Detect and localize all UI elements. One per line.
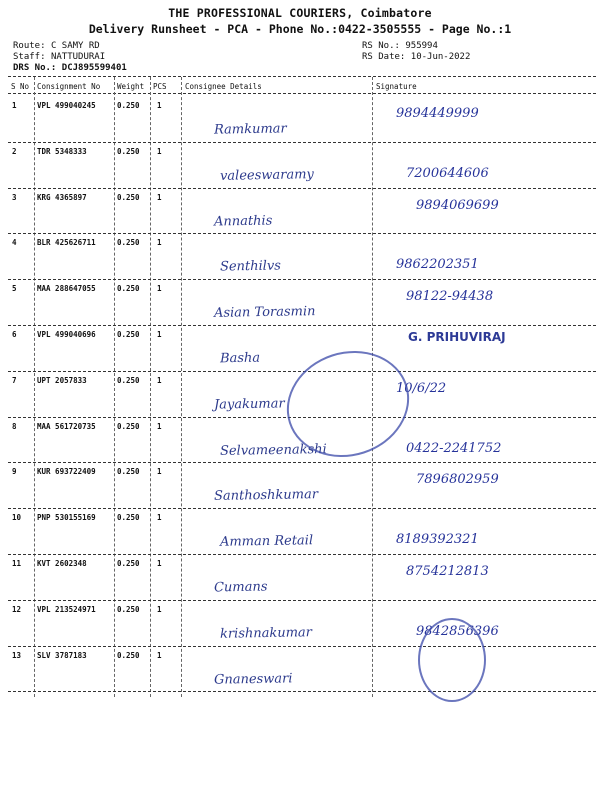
- row-consignment: BLR 425626711: [37, 238, 96, 248]
- row-signature: 98122-94438: [406, 289, 494, 305]
- row-weight: 0.250: [117, 101, 140, 110]
- row-signature: 8754212813: [406, 564, 489, 579]
- row-consignment: TDR 5348333: [37, 146, 87, 156]
- rs-date-value: 10-Jun-2022: [410, 52, 471, 62]
- row-pcs: 1: [157, 330, 162, 339]
- row-consignment: UPT 2057833: [37, 375, 87, 385]
- row-weight: 0.250: [117, 513, 140, 523]
- row-weight: 0.250: [117, 192, 140, 202]
- row-consignment: KUR 693722409: [37, 467, 96, 477]
- header-weight: Weight: [117, 82, 145, 91]
- row-consignment: KRG 4365897: [37, 192, 87, 202]
- row-sno: 5: [12, 284, 17, 294]
- row-signature: 0422-2241752: [406, 440, 502, 456]
- row-divider: [8, 554, 596, 555]
- row-consignee: Gnaneswari: [213, 670, 293, 688]
- row-signature: 8189392321: [396, 532, 479, 548]
- row-signature: 7200644606: [406, 165, 489, 181]
- rs-no-label: RS No.:: [362, 41, 400, 51]
- col-divider: [34, 77, 35, 697]
- row-consignment: VPL 499040245: [37, 101, 96, 110]
- row-consignee: Santhoshkumar: [213, 487, 319, 505]
- row-sno: 8: [12, 421, 17, 431]
- row-sno: 10: [12, 513, 22, 523]
- col-divider: [114, 77, 115, 697]
- row-weight: 0.250: [117, 421, 140, 431]
- row-consignment: MAA 561720735: [37, 421, 96, 431]
- row-consignee: Annathis: [213, 213, 273, 230]
- row-divider: [8, 462, 596, 463]
- row-consignee: Ramkumar: [213, 121, 287, 138]
- rs-no-value: 955994: [405, 41, 438, 51]
- row-pcs: 1: [157, 101, 162, 110]
- row-weight: 0.250: [117, 284, 140, 294]
- row-consignee: valeeswaramy: [219, 166, 314, 184]
- row-signature: 9894449999: [396, 106, 479, 121]
- row-consignee: Senthilvs: [219, 258, 282, 275]
- row-signature: 7896802959: [416, 472, 499, 488]
- staff-value: NATTUDURAI: [50, 52, 106, 62]
- row-sno: 6: [12, 330, 17, 339]
- row-sno: 4: [12, 238, 17, 248]
- row-sno: 13: [12, 650, 22, 660]
- row-divider: [8, 142, 596, 143]
- row-sno: 3: [12, 192, 17, 202]
- row-weight: 0.250: [117, 559, 140, 568]
- row-consignment: VPL 499040696: [37, 330, 96, 339]
- row-weight: 0.250: [117, 467, 140, 477]
- row-sno: 7: [12, 375, 17, 385]
- row-pcs: 1: [157, 604, 162, 614]
- row-divider: [8, 325, 596, 326]
- row-consignee: Selvameenakshi: [219, 441, 327, 459]
- row-consignee: Cumans: [213, 579, 268, 596]
- rs-date-line: [362, 51, 470, 63]
- row-consignment: VPL 213524971: [37, 604, 96, 614]
- row-signature: 9862202351: [396, 257, 479, 273]
- header-signature: Signature: [376, 82, 417, 91]
- row-consignment: SLV 3787183: [37, 650, 87, 660]
- page-title: THE PROFESSIONAL COURIERS, Coimbatore: [168, 6, 432, 20]
- row-pcs: 1: [157, 421, 162, 431]
- rs-date-label: RS Date:: [362, 52, 406, 62]
- row-divider: [8, 646, 596, 647]
- row-sno: 12: [12, 604, 22, 614]
- row-sno: 9: [12, 467, 17, 477]
- row-signature: 9894069699: [416, 197, 499, 213]
- route-value: C SAMY RD: [50, 41, 100, 51]
- row-pcs: 1: [157, 284, 162, 294]
- drs-label: DRS No.:: [13, 63, 57, 73]
- row-consignee: Basha: [219, 350, 261, 367]
- row-sno: 11: [12, 559, 22, 568]
- row-consignment: PNP 530155169: [37, 513, 96, 523]
- route-label: Route:: [13, 41, 46, 51]
- row-consignment: MAA 288647055: [37, 284, 96, 294]
- row-weight: 0.250: [117, 604, 140, 614]
- row-divider: [8, 279, 596, 280]
- header-bottom-rule: [8, 93, 596, 94]
- row-pcs: 1: [157, 146, 162, 156]
- row-pcs: 1: [157, 375, 162, 385]
- round-stamp-2: [418, 618, 486, 702]
- header-consignee: Consignee Details: [185, 82, 262, 91]
- col-divider: [150, 77, 151, 697]
- row-pcs: 1: [157, 192, 162, 202]
- row-signature: 9842856396: [416, 623, 499, 639]
- row-weight: 0.250: [117, 650, 140, 660]
- row-divider: [8, 600, 596, 601]
- row-pcs: 1: [157, 650, 162, 660]
- page-subtitle: Delivery Runsheet - PCA - Phone No.:0422-3505555 - Page No.:1: [88, 22, 512, 36]
- row-weight: 0.250: [117, 330, 140, 339]
- drs-value: DCJ895599401: [61, 63, 127, 73]
- row-sno: 2: [12, 146, 17, 156]
- row-divider: [8, 508, 596, 509]
- row-divider: [8, 233, 596, 234]
- header-consignment: Consignment No: [37, 82, 101, 91]
- row-weight: 0.250: [117, 146, 140, 156]
- row-consignment: KVT 2602348: [37, 559, 87, 568]
- row-consignee: Amman Retail: [219, 533, 314, 550]
- header-pcs: PCS: [153, 82, 167, 91]
- row-signature: 10/6/22: [396, 380, 447, 396]
- row-divider: [8, 691, 596, 692]
- staff-label: Staff:: [13, 52, 46, 62]
- row-pcs: 1: [157, 559, 162, 568]
- row-pcs: 1: [157, 467, 162, 477]
- row-weight: 0.250: [117, 238, 140, 248]
- row-consignee: krishnakumar: [219, 624, 313, 642]
- col-divider: [181, 77, 182, 697]
- stamp-name: G. PRIHUVIRAJ: [408, 330, 506, 344]
- row-sno: 1: [12, 101, 17, 110]
- header-top-rule: [8, 76, 596, 77]
- row-pcs: 1: [157, 513, 162, 523]
- row-pcs: 1: [157, 238, 162, 248]
- row-consignee: Jayakumar: [213, 396, 285, 413]
- drs-line: [13, 62, 127, 74]
- header-sno: S No: [11, 82, 30, 91]
- row-consignee: Asian Torasmin: [213, 304, 316, 322]
- row-weight: 0.250: [117, 375, 140, 385]
- row-divider: [8, 188, 596, 189]
